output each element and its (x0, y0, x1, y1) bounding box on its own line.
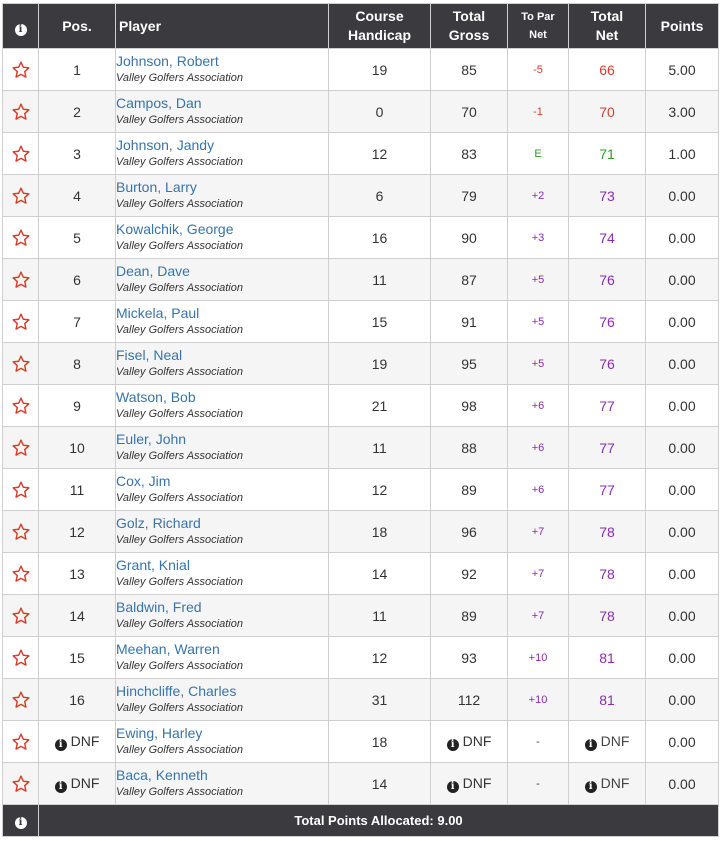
table-row (3, 511, 719, 553)
star-outline-icon[interactable] (11, 438, 31, 458)
favorite-cell[interactable] (3, 511, 39, 553)
to-par-net-cell: +5 (508, 343, 569, 385)
total-net-cell (569, 133, 646, 175)
favorite-cell[interactable] (3, 637, 39, 679)
position-value: 8 (73, 355, 81, 372)
position-cell (39, 469, 116, 511)
table-row (3, 343, 719, 385)
position-value: 14 (69, 607, 85, 624)
total-points-allocated: Total Points Allocated: 9.00 (39, 805, 719, 837)
star-outline-icon[interactable] (11, 606, 31, 626)
total-gross-cell (431, 469, 508, 511)
total-gross-value: 87 (461, 271, 477, 288)
total-gross-cell (431, 679, 508, 721)
total-gross-cell (431, 427, 508, 469)
total-gross-value: 88 (461, 439, 477, 456)
total-net-value: 74 (599, 229, 615, 246)
header-topar-line2: Net (529, 29, 547, 41)
position-cell (39, 595, 116, 637)
table-row (3, 259, 719, 301)
total-net-cell (569, 427, 646, 469)
total-net-cell (569, 511, 646, 553)
favorite-cell[interactable] (3, 427, 39, 469)
header-topar-line1: To Par (521, 11, 555, 23)
player-club: Valley Golfers Association (116, 197, 243, 210)
table-row (3, 133, 719, 175)
header-gross-line2: Gross (448, 27, 490, 43)
player-club: Valley Golfers Association (116, 449, 243, 462)
course-handicap-cell: 11 (329, 259, 431, 301)
total-gross-cell (431, 343, 508, 385)
total-gross-cell (431, 91, 508, 133)
total-net-cell (569, 385, 646, 427)
total-net-value: 71 (599, 145, 615, 162)
total-net-cell (569, 679, 646, 721)
points-cell: 0.00 (646, 763, 719, 805)
table-row (3, 385, 719, 427)
player-club: Valley Golfers Association (116, 785, 243, 798)
points-cell: 1.00 (646, 133, 719, 175)
player-name-link[interactable]: Baca, Kenneth (116, 766, 208, 783)
total-gross-value: 92 (461, 565, 477, 582)
position-value: 7 (73, 313, 81, 330)
player-club: Valley Golfers Association (116, 533, 243, 546)
star-outline-icon[interactable] (11, 732, 31, 752)
star-outline-icon[interactable] (11, 102, 31, 122)
position-cell (39, 217, 116, 259)
total-net-cell (569, 217, 646, 259)
header-row (3, 4, 719, 49)
total-gross-value: 91 (461, 313, 477, 330)
player-cell (116, 91, 329, 133)
player-cell (116, 343, 329, 385)
player-name-link[interactable]: Ewing, Harley (116, 724, 203, 741)
favorite-cell[interactable] (3, 301, 39, 343)
to-par-net-cell: +5 (508, 259, 569, 301)
to-par-net-cell: +10 (508, 637, 569, 679)
to-par-net-cell: +3 (508, 217, 569, 259)
position-value: 6 (73, 271, 81, 288)
total-gross-cell (431, 553, 508, 595)
course-handicap-cell: 11 (329, 595, 431, 637)
points-cell: 0.00 (646, 721, 719, 763)
header-gross-line1: Total (452, 8, 486, 24)
player-name-link[interactable]: Dean, Dave (116, 262, 190, 279)
table-row (3, 763, 719, 805)
header-handicap-line1: Course (355, 8, 404, 24)
position-value: 2 (73, 103, 81, 120)
position-value: DNF (70, 774, 100, 791)
total-net-value: 73 (599, 187, 615, 204)
player-name-link[interactable]: Johnson, Jandy (116, 136, 215, 153)
total-gross-value: 90 (461, 229, 477, 246)
total-gross-cell (431, 595, 508, 637)
total-gross-value: 112 (457, 691, 481, 708)
player-club: Valley Golfers Association (116, 365, 243, 378)
favorite-cell[interactable] (3, 91, 39, 133)
total-net-value: 78 (599, 565, 615, 582)
points-cell: 0.00 (646, 679, 719, 721)
table-row (3, 595, 719, 637)
player-club: Valley Golfers Association (116, 113, 243, 126)
star-outline-icon[interactable] (11, 774, 31, 794)
header-net-line2: Net (595, 27, 619, 43)
footer-row (3, 805, 719, 837)
total-gross-value: 89 (461, 607, 477, 624)
course-handicap-cell: 14 (329, 553, 431, 595)
to-par-net-cell: +7 (508, 595, 569, 637)
position-cell (39, 343, 116, 385)
position-cell (39, 427, 116, 469)
favorite-cell[interactable] (3, 49, 39, 91)
header-gross (431, 4, 508, 49)
player-name-link[interactable]: Campos, Dan (116, 94, 202, 111)
points-cell: 0.00 (646, 427, 719, 469)
star-outline-icon[interactable] (11, 522, 31, 542)
position-value: 11 (69, 481, 85, 498)
course-handicap-cell: 21 (329, 385, 431, 427)
points-cell: 0.00 (646, 637, 719, 679)
header-net (569, 4, 646, 49)
position-cell (39, 721, 116, 763)
total-gross-value: 79 (461, 187, 477, 204)
table-row (3, 217, 719, 259)
to-par-net-cell: +7 (508, 511, 569, 553)
player-cell (116, 595, 329, 637)
star-outline-icon[interactable] (11, 144, 31, 164)
star-outline-icon[interactable] (11, 690, 31, 710)
favorite-cell[interactable] (3, 385, 39, 427)
total-gross-cell (431, 763, 508, 805)
star-outline-icon[interactable] (11, 312, 31, 332)
info-circle-icon[interactable]: i (55, 739, 67, 751)
player-cell (116, 301, 329, 343)
player-cell (116, 511, 329, 553)
total-gross-cell (431, 175, 508, 217)
star-outline-icon[interactable] (11, 60, 31, 80)
favorite-cell[interactable] (3, 133, 39, 175)
player-club: Valley Golfers Association (116, 743, 243, 756)
player-cell (116, 469, 329, 511)
total-net-cell (569, 637, 646, 679)
total-gross-value: 98 (461, 397, 477, 414)
total-net-value: 78 (599, 607, 615, 624)
total-gross-value: 96 (461, 523, 477, 540)
total-net-value: 76 (599, 271, 615, 288)
position-value: 15 (69, 649, 85, 666)
favorite-cell[interactable] (3, 259, 39, 301)
position-value: 13 (69, 565, 85, 582)
player-club: Valley Golfers Association (116, 491, 243, 504)
player-club: Valley Golfers Association (116, 239, 243, 252)
points-cell: 0.00 (646, 553, 719, 595)
total-gross-value: 95 (461, 355, 477, 372)
total-net-value: 76 (599, 355, 615, 372)
total-net-value: 70 (599, 103, 615, 120)
player-name-link[interactable]: Burton, Larry (116, 178, 197, 195)
total-gross-value: DNF (462, 774, 492, 791)
table-row (3, 427, 719, 469)
to-par-net-cell: -1 (508, 91, 569, 133)
points-cell: 0.00 (646, 469, 719, 511)
player-name-link[interactable]: Watson, Bob (116, 388, 196, 405)
player-club: Valley Golfers Association (116, 659, 243, 672)
total-gross-value: 93 (461, 649, 477, 666)
player-name-link[interactable]: Golz, Richard (116, 514, 201, 531)
position-value: 9 (73, 397, 81, 414)
info-circle-icon[interactable]: i (585, 739, 597, 751)
position-cell (39, 637, 116, 679)
points-cell: 0.00 (646, 175, 719, 217)
header-player: Player (116, 4, 329, 49)
table-row (3, 301, 719, 343)
player-club: Valley Golfers Association (116, 407, 243, 420)
course-handicap-cell: 14 (329, 763, 431, 805)
player-name-link[interactable]: Johnson, Robert (116, 52, 219, 69)
total-net-cell (569, 721, 646, 763)
position-value: 1 (73, 61, 81, 78)
player-cell (116, 637, 329, 679)
favorite-cell[interactable] (3, 721, 39, 763)
total-net-cell (569, 175, 646, 217)
total-gross-value: 89 (461, 481, 477, 498)
to-par-net-cell: E (508, 133, 569, 175)
info-circle-icon[interactable]: i (15, 817, 27, 829)
to-par-net-cell: +6 (508, 469, 569, 511)
player-cell (116, 721, 329, 763)
total-net-cell (569, 553, 646, 595)
points-cell: 0.00 (646, 301, 719, 343)
total-gross-value: 85 (461, 61, 477, 78)
points-cell: 0.00 (646, 511, 719, 553)
header-handicap (329, 4, 431, 49)
player-club: Valley Golfers Association (116, 617, 243, 630)
course-handicap-cell: 11 (329, 427, 431, 469)
total-gross-cell (431, 385, 508, 427)
total-gross-cell (431, 637, 508, 679)
points-cell: 0.00 (646, 595, 719, 637)
total-gross-cell (431, 301, 508, 343)
course-handicap-cell: 12 (329, 133, 431, 175)
table-row (3, 637, 719, 679)
table-row (3, 679, 719, 721)
star-outline-icon[interactable] (11, 564, 31, 584)
player-club: Valley Golfers Association (116, 155, 243, 168)
table-row (3, 49, 719, 91)
total-net-value: 81 (599, 691, 615, 708)
position-cell (39, 679, 116, 721)
to-par-net-cell: -5 (508, 49, 569, 91)
header-handicap-line2: Handicap (347, 27, 411, 43)
player-cell (116, 763, 329, 805)
points-cell: 0.00 (646, 385, 719, 427)
header-net-line1: Total (590, 8, 624, 24)
info-circle-icon[interactable]: i (585, 781, 597, 793)
total-gross-cell (431, 259, 508, 301)
player-cell (116, 427, 329, 469)
total-net-value: 77 (599, 439, 615, 456)
total-gross-cell (431, 721, 508, 763)
player-name-link[interactable]: Grant, Knial (116, 556, 190, 573)
favorite-cell[interactable] (3, 595, 39, 637)
favorite-cell[interactable] (3, 175, 39, 217)
to-par-net-cell: +10 (508, 679, 569, 721)
player-cell (116, 553, 329, 595)
header-topar (508, 4, 569, 49)
points-cell: 0.00 (646, 343, 719, 385)
player-cell (116, 133, 329, 175)
to-par-net-cell: +5 (508, 301, 569, 343)
course-handicap-cell: 18 (329, 511, 431, 553)
total-net-cell (569, 469, 646, 511)
total-gross-cell (431, 511, 508, 553)
header-pos: Pos. (39, 4, 116, 49)
to-par-net-cell: +2 (508, 175, 569, 217)
total-net-value: DNF (600, 774, 630, 791)
position-cell (39, 511, 116, 553)
leaderboard-table (2, 3, 719, 837)
table-row (3, 175, 719, 217)
total-net-cell (569, 343, 646, 385)
position-value: 12 (69, 523, 85, 540)
total-gross-cell (431, 49, 508, 91)
position-value: 16 (69, 691, 85, 708)
favorite-cell[interactable] (3, 763, 39, 805)
total-gross-value: DNF (462, 732, 492, 749)
position-cell (39, 49, 116, 91)
total-net-value: 78 (599, 523, 615, 540)
footer-info-cell[interactable] (3, 805, 39, 837)
total-gross-cell (431, 217, 508, 259)
player-cell (116, 259, 329, 301)
player-name-link[interactable]: Fisel, Neal (116, 346, 183, 363)
position-cell (39, 133, 116, 175)
total-gross-value: 83 (461, 145, 477, 162)
table-row (3, 91, 719, 133)
favorite-cell[interactable] (3, 679, 39, 721)
total-net-value: DNF (600, 732, 630, 749)
points-cell: 0.00 (646, 259, 719, 301)
total-net-value: 76 (599, 313, 615, 330)
favorite-cell[interactable] (3, 217, 39, 259)
total-net-cell (569, 595, 646, 637)
info-circle-icon[interactable]: i (447, 781, 459, 793)
player-name-link[interactable]: Meehan, Warren (116, 640, 220, 657)
points-cell: 0.00 (646, 217, 719, 259)
star-outline-icon[interactable] (11, 270, 31, 290)
course-handicap-cell: 12 (329, 637, 431, 679)
star-outline-icon[interactable] (11, 648, 31, 668)
total-net-cell (569, 259, 646, 301)
info-circle-icon[interactable]: i (55, 781, 67, 793)
table-row (3, 721, 719, 763)
player-name-link[interactable]: Kowalchik, George (116, 220, 234, 237)
course-handicap-cell: 18 (329, 721, 431, 763)
player-cell (116, 217, 329, 259)
info-circle-icon[interactable]: i (15, 24, 27, 36)
position-value: 4 (73, 187, 81, 204)
info-circle-icon[interactable]: i (447, 739, 459, 751)
total-gross-cell (431, 133, 508, 175)
position-cell (39, 385, 116, 427)
player-cell (116, 385, 329, 427)
player-name-link[interactable]: Euler, John (116, 430, 187, 447)
star-outline-icon[interactable] (11, 354, 31, 374)
position-cell (39, 259, 116, 301)
total-net-value: 81 (599, 649, 615, 666)
position-cell (39, 91, 116, 133)
player-cell (116, 175, 329, 217)
star-outline-icon[interactable] (11, 186, 31, 206)
position-cell (39, 763, 116, 805)
to-par-net-cell: +7 (508, 553, 569, 595)
position-value: 3 (73, 145, 81, 162)
position-value: DNF (70, 732, 100, 749)
to-par-net-cell: - (508, 721, 569, 763)
position-cell (39, 301, 116, 343)
total-net-cell (569, 91, 646, 133)
player-club: Valley Golfers Association (116, 701, 243, 714)
course-handicap-cell: 15 (329, 301, 431, 343)
table-row (3, 469, 719, 511)
player-cell (116, 49, 329, 91)
points-cell: 3.00 (646, 91, 719, 133)
course-handicap-cell: 31 (329, 679, 431, 721)
player-club: Valley Golfers Association (116, 281, 243, 294)
total-net-cell (569, 301, 646, 343)
star-outline-icon[interactable] (11, 480, 31, 500)
points-cell: 5.00 (646, 49, 719, 91)
course-handicap-cell: 0 (329, 91, 431, 133)
player-name-link[interactable]: Cox, Jim (116, 472, 171, 489)
favorite-cell[interactable] (3, 343, 39, 385)
player-name-link[interactable]: Mickela, Paul (116, 304, 200, 321)
header-points: Points (646, 4, 719, 49)
total-net-value: 66 (599, 61, 615, 78)
star-outline-icon[interactable] (11, 396, 31, 416)
to-par-net-cell: +6 (508, 385, 569, 427)
to-par-net-cell: - (508, 763, 569, 805)
course-handicap-cell: 16 (329, 217, 431, 259)
header-info-cell[interactable] (3, 4, 39, 49)
course-handicap-cell: 19 (329, 49, 431, 91)
star-outline-icon[interactable] (11, 228, 31, 248)
total-net-value: 77 (599, 397, 615, 414)
player-club: Valley Golfers Association (116, 323, 243, 336)
total-net-cell (569, 49, 646, 91)
to-par-net-cell: +6 (508, 427, 569, 469)
course-handicap-cell: 19 (329, 343, 431, 385)
position-cell (39, 553, 116, 595)
favorite-cell[interactable] (3, 553, 39, 595)
total-net-value: 77 (599, 481, 615, 498)
position-cell (39, 175, 116, 217)
position-value: 5 (73, 229, 81, 246)
favorite-cell[interactable] (3, 469, 39, 511)
course-handicap-cell: 6 (329, 175, 431, 217)
table-row (3, 553, 719, 595)
course-handicap-cell: 12 (329, 469, 431, 511)
player-name-link[interactable]: Baldwin, Fred (116, 598, 202, 615)
player-cell (116, 679, 329, 721)
player-club: Valley Golfers Association (116, 71, 243, 84)
player-club: Valley Golfers Association (116, 575, 243, 588)
total-gross-value: 70 (461, 103, 477, 120)
player-name-link[interactable]: Hinchcliffe, Charles (116, 682, 237, 699)
total-net-cell (569, 763, 646, 805)
position-value: 10 (69, 439, 85, 456)
